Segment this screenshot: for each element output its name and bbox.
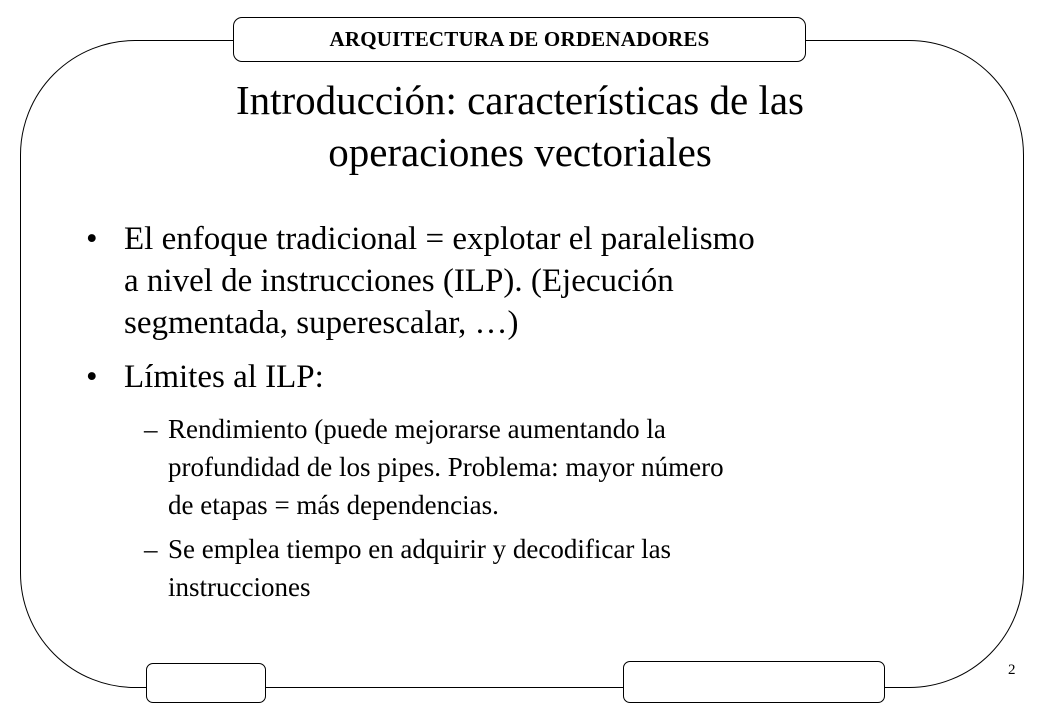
footer-box-right [623,661,885,703]
dash-marker: – [144,414,158,444]
dash-marker: – [144,534,158,564]
sub-bullet-text-line: instrucciones [168,572,311,602]
sub-bullet-item [80,530,980,606]
footer-box-left [146,663,266,703]
header-title: ARQUITECTURA DE ORDENADORES [329,27,710,51]
header-title-box [233,17,806,62]
slide-title-line: Introducción: características de las [235,77,805,123]
sub-bullet-text-line: de etapas = más dependencias. [168,490,499,520]
slide-title [120,74,920,178]
bullet-text-line: a nivel de instrucciones (ILP). (Ejecución [124,263,674,299]
bullet-text-line: segmentada, superescalar, …) [124,305,519,341]
sub-bullet-text-line: Se emplea tiempo en adquirir y decodificar las [168,534,672,564]
sub-bullet-item [80,410,980,524]
bullet-list [80,218,980,612]
slide-title-line: operaciones vectoriales [328,129,712,175]
page-number: 2 [1008,662,1016,678]
sub-bullet-text-line: Rendimiento (puede mejorarse aumentando la [168,414,666,444]
sub-bullet-text-line: profundidad de los pipes. Problema: mayor número [168,452,724,482]
bullet-marker: • [86,359,98,395]
bullet-text-line: Límites al ILP: [124,359,324,395]
bullet-text-line: El enfoque tradicional = explotar el paralelismo [124,221,755,257]
bullet-marker: • [86,221,98,257]
bullet-item [80,218,980,344]
bullet-item [80,356,980,398]
